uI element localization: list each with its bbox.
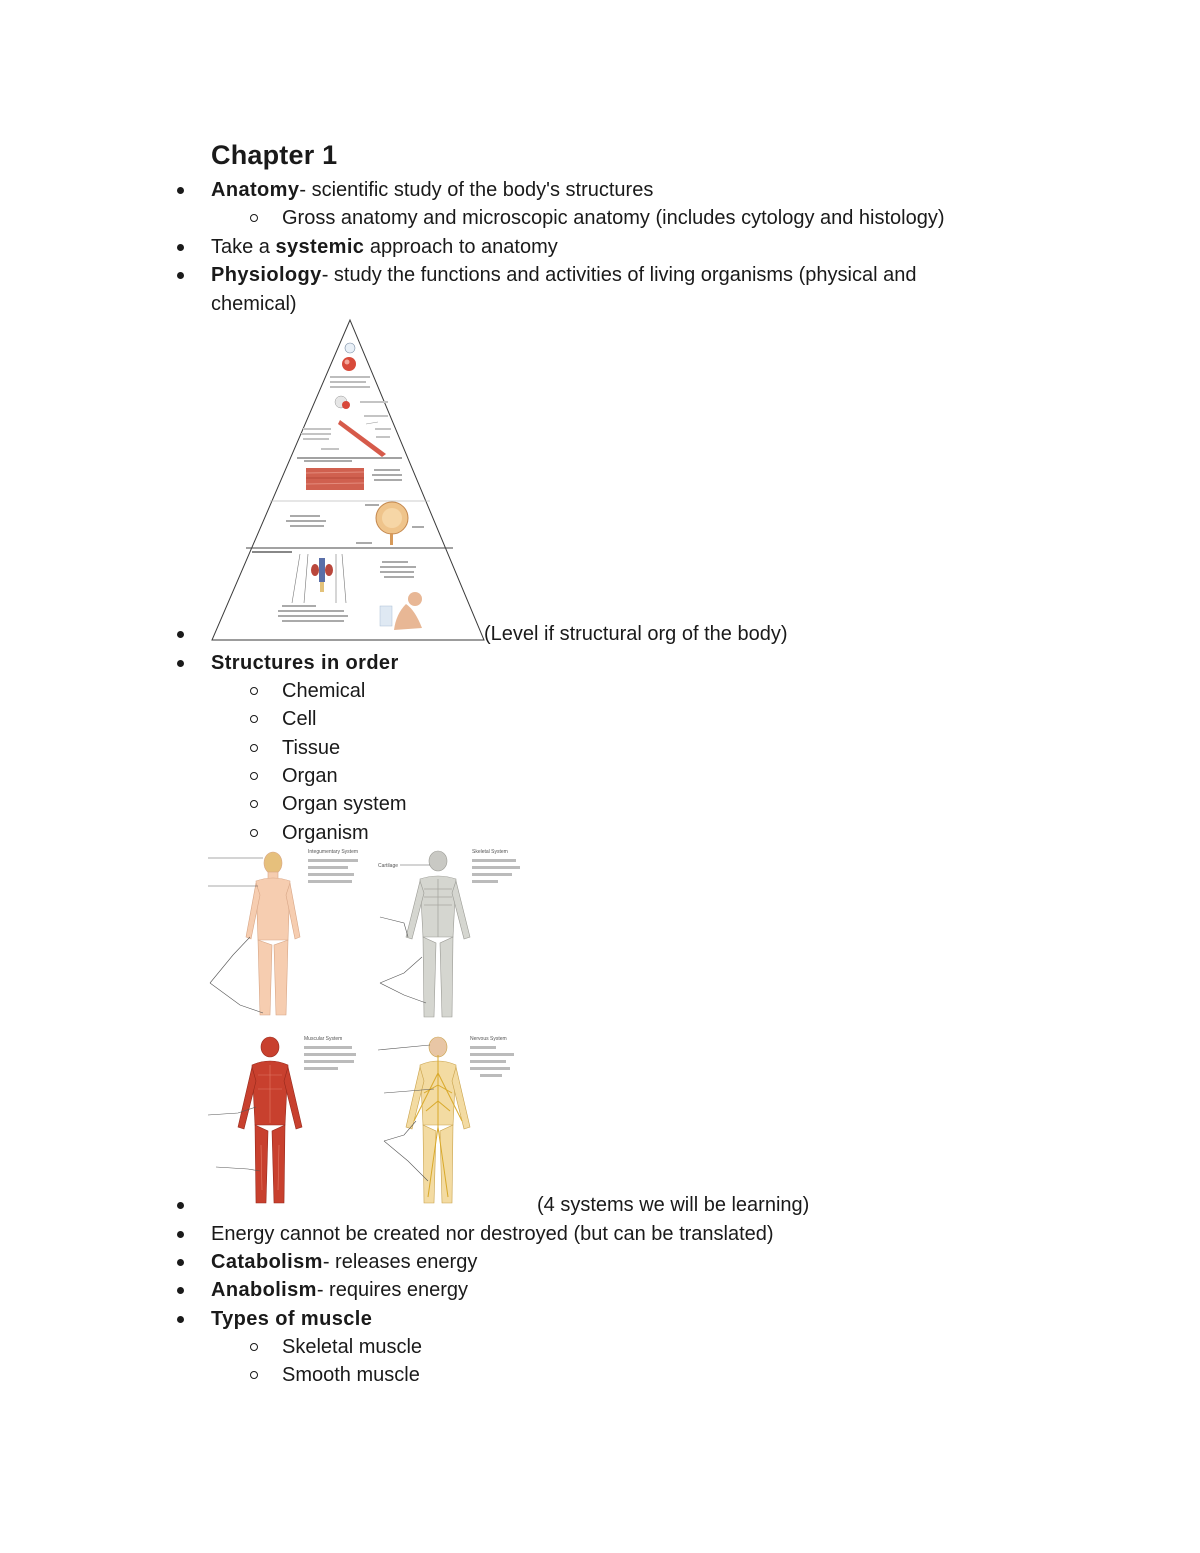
- physiology-term: Physiology: [211, 264, 322, 286]
- molecule-illustration: [342, 357, 356, 371]
- svg-text:Cartilage: Cartilage: [378, 863, 399, 869]
- muscle-heading: [211, 1305, 372, 1333]
- systemic-suffix: approach to anatomy: [364, 236, 558, 258]
- muscle-heading-text: Types of muscle: [211, 1308, 373, 1330]
- muscle-type-item: Skeletal muscle: [282, 1336, 423, 1358]
- bullet-icon: [177, 660, 184, 667]
- catabolism-term: Catabolism: [211, 1251, 323, 1273]
- sub-bullet-icon: [250, 800, 258, 808]
- systems-caption: (4 systems we will be learning): [537, 1194, 810, 1216]
- structure-item: Organism: [282, 822, 369, 844]
- structure-item: Organ system: [282, 793, 407, 815]
- tissue-illustration: [306, 468, 364, 490]
- atom-illustration: [345, 343, 355, 353]
- sub-bullet-icon: [250, 772, 258, 780]
- energy-line: Energy cannot be created nor destroyed (but can be translated): [211, 1223, 774, 1245]
- kidney-illustration: [311, 564, 319, 576]
- systemic-line: [211, 233, 558, 261]
- muscle-type-item: Smooth muscle: [282, 1364, 420, 1386]
- structure-item: Organ: [282, 765, 338, 787]
- structures-heading-text: Structures in order: [211, 652, 399, 674]
- structures-heading: [211, 649, 399, 677]
- sub-bullet-icon: [250, 1371, 258, 1379]
- system-label: Integumentary System: [308, 849, 359, 855]
- sub-bullet-icon: [250, 1343, 258, 1351]
- bullet-icon: [177, 244, 184, 251]
- catabolism-line: [211, 1248, 477, 1276]
- systemic-prefix: Take a: [211, 236, 276, 258]
- sub-bullet-icon: [250, 715, 258, 723]
- pyramid-caption: (Level if structural org of the body): [484, 623, 788, 645]
- physiology-line: [211, 261, 916, 289]
- bullet-icon: [177, 272, 184, 279]
- systemic-term: systemic: [275, 236, 365, 258]
- bullet-icon: [177, 1231, 184, 1238]
- anabolism-term: Anabolism: [211, 1279, 317, 1301]
- physiology-continuation: chemical): [211, 293, 297, 315]
- bullet-icon: [177, 1316, 184, 1323]
- anatomy-definition: - scientific study of the body's structures: [299, 179, 654, 201]
- system-label: Nervous System: [470, 1036, 507, 1042]
- integumentary-body-illustration: [246, 852, 300, 1015]
- sub-bullet-icon: [250, 214, 258, 222]
- bullet-icon: [177, 187, 184, 194]
- body-systems-figure: [208, 845, 540, 1210]
- sub-bullet-icon: [250, 744, 258, 752]
- catabolism-definition: - releases energy: [322, 1251, 478, 1273]
- bullet-icon: [177, 1202, 184, 1209]
- structure-item: Cell: [282, 708, 317, 730]
- system-label: Muscular System: [304, 1036, 343, 1042]
- chapter-title: Chapter 1: [211, 140, 338, 170]
- system-label: Skeletal System: [472, 849, 508, 855]
- anatomy-subpoint: Gross anatomy and microscopic anatomy (includes cytology and histology): [282, 207, 945, 229]
- structural-organization-pyramid-figure: [208, 318, 488, 644]
- bullet-icon: [177, 1287, 184, 1294]
- sub-bullet-icon: [250, 829, 258, 837]
- sub-bullet-icon: [250, 687, 258, 695]
- structure-item: Tissue: [282, 737, 341, 759]
- anatomy-line: [211, 176, 653, 204]
- anabolism-line: [211, 1276, 468, 1304]
- bullet-icon: [177, 1259, 184, 1266]
- structure-item: Chemical: [282, 680, 366, 702]
- bullet-icon: [177, 631, 184, 638]
- anatomy-term: Anatomy: [211, 179, 300, 201]
- anabolism-definition: - requires energy: [316, 1279, 469, 1301]
- organism-illustration: [408, 592, 422, 606]
- physiology-definition: - study the functions and activities of living organisms (physical and: [321, 264, 917, 286]
